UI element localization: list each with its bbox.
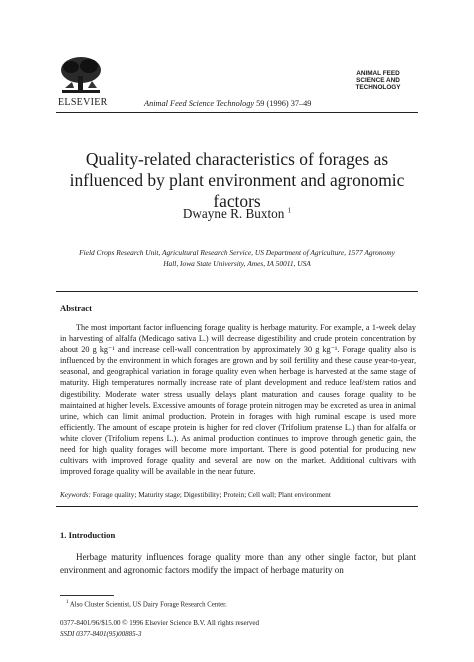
journal-logo [346, 70, 410, 91]
copyright-block [60, 618, 259, 639]
keywords [60, 491, 416, 499]
footnote [66, 600, 227, 608]
affiliation-line: Hall, Iowa State University, Ames, IA 50011, USA [163, 259, 311, 268]
journal-logo-line: TECHNOLOGY [355, 84, 401, 91]
abstract-text: The most important factor influencing forage quality is herbage maturity. For example, a 1-week delay in harvesting of alfalfa (Medicago sativa L.) will decrease digestibility and crude protein concentration by about 20 g kg⁻¹ and increase cell-wall concentration by approximately 30 g kg⁻¹. Forage quality also is influenced by the environment in which forages are grown and by soil fertility and these cause year-to-year, seasonal, and geographical variation in forage quality even when herbage is harvested at the same stage of maturity. High temperatures normally increase rate of plant development and reduce leaf/stem ratios and digestibility. Moderate water stress usually delays plant maturation and causes forage quality to be maintained at higher levels. Excessive amounts of forage protein nitrogen may be excreted as urea in animal urine, which can limit animal production. Protein in forages with high ruminal escape is used more efficiently. The amount of escape protein is higher for red clover (Trifolium pratense L.) than for alfalfa or white clover (Trifolium repens L.). As animal production continues to improve through genetic gain, the need for high quality forages will become more important. There is good potential for producing new cultivars with improved forage quality and several are now on the market. Additional cultivars with improved forage quality will be available in the near future. [60, 323, 416, 477]
abstract-bottom-rule [56, 506, 418, 507]
author-name: Dwayne R. Buxton [182, 206, 285, 221]
journal-logo-line: SCIENCE AND [356, 77, 400, 84]
ssdi-line: SSDI 0377-8401(95)00885-3 [60, 629, 142, 638]
keywords-list: Forage quality; Maturity stage; Digestibility; Protein; Cell wall; Plant environment [92, 491, 331, 499]
journal-name: Animal Feed Science Technology [144, 99, 255, 108]
abstract-top-rule [56, 291, 418, 292]
journal-citation [144, 99, 311, 108]
footnote-rule [60, 595, 114, 596]
introduction-text: Herbage maturity influences forage quality more than any other single factor, but plant environment and agronomic factors modify the impact of herbage maturity on [60, 552, 416, 575]
article-title: Quality-related characteristics of forages as influenced by plant environment and agronomic factors [69, 149, 405, 211]
copyright-line: 0377-8401/96/$15.00 © 1996 Elsevier Science B.V. All rights reserved [60, 619, 260, 627]
volume-info: 59 (1996) 37–49 [256, 99, 312, 108]
affiliation-line: Field Crops Research Unit, Agricultural Research Service, US Department of Agriculture, 1577 Agronomy [79, 248, 395, 257]
introduction-heading: 1. Introduction [60, 530, 116, 540]
footnote-mark: 1 [66, 600, 69, 605]
author-line [60, 206, 414, 222]
author-footnote-mark: 1 [287, 206, 292, 215]
affiliation [60, 247, 414, 269]
footnote-text: Also Cluster Scientist, US Dairy Forage Research Center. [69, 601, 227, 609]
abstract-heading: Abstract [60, 303, 92, 313]
elsevier-tree-logo [56, 54, 106, 96]
header-rule [56, 112, 418, 113]
keywords-label: Keywords: [60, 491, 91, 499]
publisher-name: ELSEVIER [58, 97, 108, 108]
journal-logo-line: ANIMAL FEED [356, 70, 400, 77]
